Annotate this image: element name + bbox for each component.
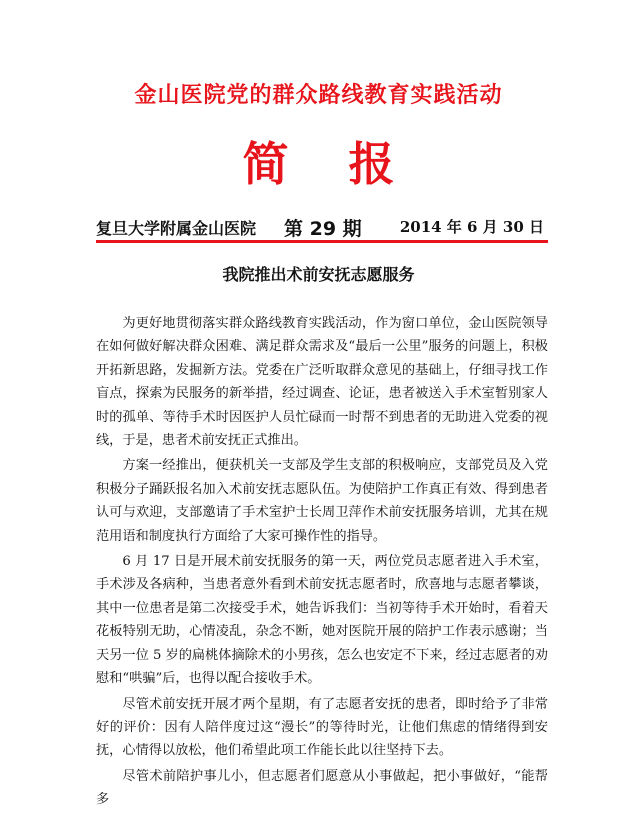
issue-number: 第 29 期 (284, 218, 362, 240)
article-title: 我院推出术前安抚志愿服务 (222, 265, 415, 284)
masthead-title: 金山医院党的群众路线教育实践活动 (134, 83, 503, 108)
article-paragraph: 尽管术前陪护事儿小，但志愿者们愿意从小事做起，把小事做好，“能帮多 (96, 768, 548, 808)
article-paragraph: 方案一经推出，便获机关一支部及学生支部的积极响应，支部党员及入党积极分子踊跃报名加入术前安抚志愿队伍。为使陪护工作真正有效、得到患者认可与欢迎，支部邀请了手术室护士长周卫萍作术前安抚服务培训，尤其在规范用语和制度执行方面给了大家可操作性的指导。 (96, 458, 548, 544)
issue-date: 2014 年 6 月 30 日 (399, 218, 544, 236)
article-paragraph: 6 月 17 日是开展术前安抚服务的第一天，两位党员志愿者进入手术室，手术涉及各病种，当患者意外看到术前安抚志愿者时，欣喜地与志愿者攀谈，其中一位患者是第二次接受手术，她告诉我们：当初等待手术开始时，看着天花板特别无助，心情凌乱，杂念不断，她对医院开展的陪护工作表示感谢；当天另一位 5 岁的扁桃体摘除术的小男孩，怎么也安定不下来，经过志愿者的劝慰和“哄骗”后，也得以配合接收手术。 (96, 554, 548, 687)
issue-line (96, 214, 548, 238)
issue-organization: 复旦大学附属金山医院 (96, 219, 257, 238)
bulletin-heading: 简报 (242, 137, 455, 191)
article-paragraph: 尽管术前安抚开展才两个星期，有了志愿者安抚的患者，即时给予了非常好的评价：因有人陪伴度过这“漫长”的等待时光，让他们焦虑的情绪得到安抚，心情得以放松，他们希望此项工作能长此以往坚持下去。 (96, 696, 548, 759)
article-body (96, 312, 548, 814)
header-divider (96, 240, 548, 243)
article-paragraph: 为更好地贯彻落实群众路线教育实践活动，作为窗口单位，金山医院领导在如何做好解决群众困难、满足群众需求及“最后一公里”服务的问题上，积极开拓新思路，发掘新方法。党委在广泛听取群众意见的基础上，仔细寻找工作盲点，探索为民服务的新举措，经过调查、论证，患者被送入手术室暂别家人时的孤单、等待手术时因医护人员忙碌而一时帮不到患者的无助进入党委的视线，于是，患者术前安抚正式推出。 (96, 316, 548, 449)
